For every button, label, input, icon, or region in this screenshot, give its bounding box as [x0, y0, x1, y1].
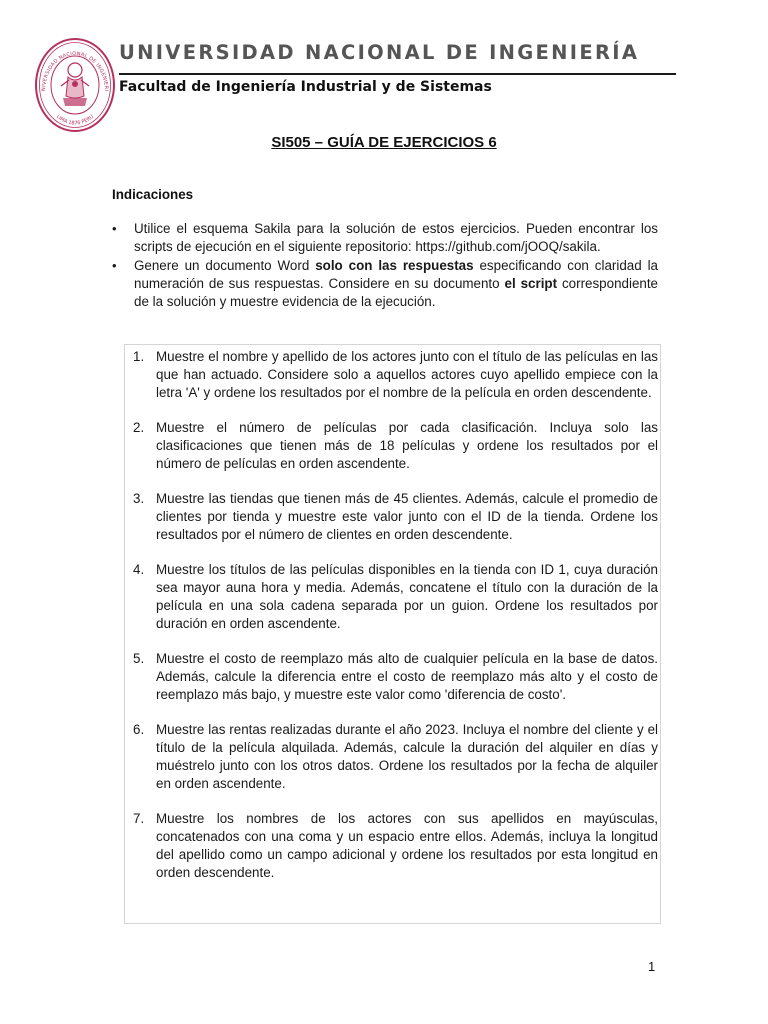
- faculty-name: Facultad de Ingeniería Industrial y de Sistemas: [119, 79, 492, 95]
- exercise-number: 7.: [133, 811, 145, 826]
- exercise-number: 1.: [133, 349, 145, 364]
- exercise-text: Muestre las rentas realizadas durante el año 2023. Incluya el nombre del cliente y el título de la película alquilada. Además, calcule la duración del alquiler en días y muéstrelo junto con los otros datos. Ordene los resultados por la fecha de alquiler en orden ascendente.: [156, 722, 658, 791]
- page-number: 1: [648, 959, 656, 974]
- exercise-text: Muestre los títulos de las películas disponibles en la tienda con ID 1, cuya duración sea mayor auna hora y media. Además, concatene el título con la duración de la película en una sola cadena separada por un guion. Ordene los resultados por duración en orden ascendente.: [156, 562, 658, 631]
- exercise-number: 6.: [133, 722, 145, 737]
- university-name: UNIVERSIDAD NACIONAL DE INGENIERÍA: [119, 41, 640, 64]
- instruction-text: especificando con claridad la numeración de sus respuestas. Considere en su documento: [134, 258, 658, 291]
- exercise-item: [131, 561, 658, 633]
- instructions-heading: Indicaciones: [112, 187, 194, 202]
- university-seal-icon: [34, 36, 116, 134]
- exercise-list: [131, 348, 658, 899]
- exercise-text: Muestre las tiendas que tienen más de 45 clientes. Además, calcule el promedio de clientes por tienda y muestre este valor junto con el ID de la tienda. Ordene los resultados por el número de clientes en orden descendente.: [156, 491, 658, 542]
- exercise-item: [131, 419, 658, 473]
- exercise-number: 2.: [133, 420, 145, 435]
- exercise-number: 4.: [133, 562, 145, 577]
- exercise-text: Muestre el nombre y apellido de los actores junto con el título de las películas en las que han actuado. Considere solo a aquellos actores cuyo apellido empiece con la letra 'A' y ordene los resultados por el nombre de la película en orden descendente.: [156, 349, 658, 400]
- instruction-emphasis: solo con las respuestas: [315, 258, 474, 273]
- instruction-text: Genere un documento Word: [134, 258, 316, 273]
- exercise-number: 3.: [133, 491, 145, 506]
- instruction-item: [112, 220, 658, 256]
- exercise-text: Muestre el número de películas por cada clasificación. Incluya solo las clasificaciones que tienen más de 18 películas y ordene los resultados por el número de películas en orden ascendente.: [156, 420, 658, 471]
- document-title: SI505 – GUÍA DE EJERCICIOS 6: [271, 134, 497, 151]
- exercise-item: [131, 348, 658, 402]
- instruction-text: correspondiente de la solución y muestre evidencia de la ejecución.: [134, 276, 658, 309]
- seal-text-top: NIVERSIDAD NACIONAL DE INGENIERI: [40, 50, 110, 92]
- exercise-item: [131, 810, 658, 882]
- instruction-text: Utilice el esquema Sakila para la solución de estos ejercicios. Pueden encontrar los scripts de ejecución en el siguiente repositorio: https://github.com/jOOQ/sakila.: [134, 221, 658, 254]
- exercise-item: [131, 490, 658, 544]
- exercise-item: [131, 721, 658, 793]
- seal-text-bottom: LIMA 1876 PERU: [54, 113, 96, 127]
- instruction-emphasis: el script: [504, 276, 558, 291]
- exercise-text: Muestre los nombres de los actores con sus apellidos en mayúsculas, concatenados con una coma y un espacio entre ellos. Además, incluya la longitud del apellido como un campo adicional y ordene los resultados por esta longitud en orden descendente.: [156, 811, 658, 880]
- exercise-item: [131, 650, 658, 704]
- instruction-item: [112, 257, 658, 311]
- exercise-number: 5.: [133, 651, 145, 666]
- header-divider: [119, 73, 676, 75]
- exercise-text: Muestre el costo de reemplazo más alto de cualquier película en la base de datos. Además, calcule la diferencia entre el costo de reemplazo más alto y el costo de reemplazo más bajo, y muestre este valor como 'diferencia de costo'.: [156, 651, 658, 702]
- instructions-list: [112, 220, 658, 312]
